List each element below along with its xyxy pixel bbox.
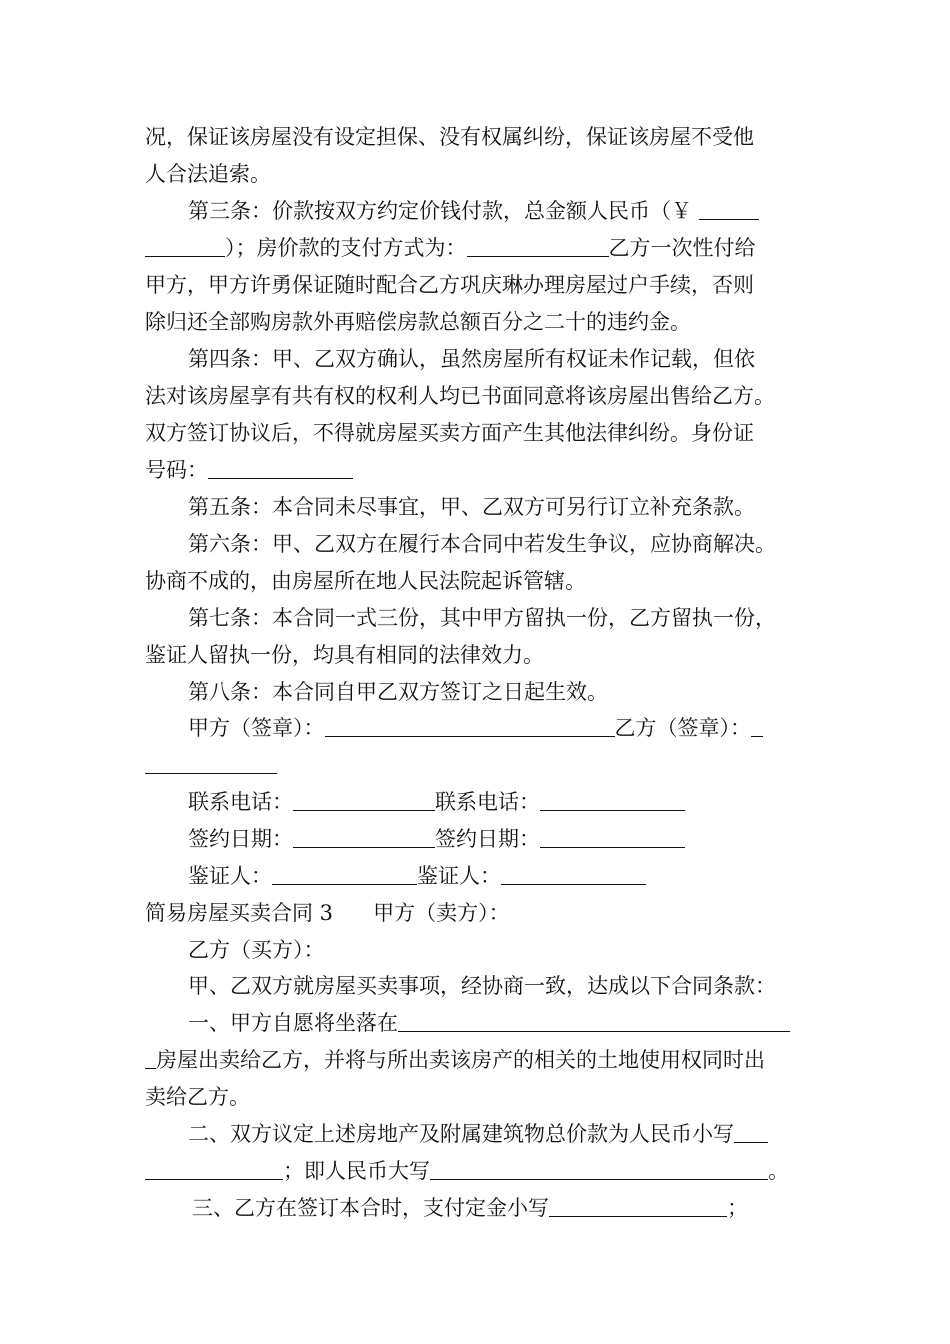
article-3-line: 第三条：价款按双方约定价钱付款，总金额人民币（￥ <box>188 197 759 225</box>
date-blank <box>540 827 685 848</box>
phone-blank <box>293 790 435 811</box>
seller-label: 甲方（卖方）： <box>373 901 510 925</box>
contract-title: 简易房屋买卖合同 3 <box>145 901 334 925</box>
phone-blank <box>540 790 685 811</box>
witness-blank <box>272 864 417 885</box>
date-line: 签约日期： 签约日期： <box>188 825 685 853</box>
article-3-line: 除归还全部购房款外再赔偿房款总额百分之二十的违约金。 <box>145 310 691 334</box>
paragraph-line: 人合法追索。 <box>145 162 271 186</box>
contract-3-heading <box>145 899 510 927</box>
blank-line <box>751 716 763 737</box>
price-lower-blank <box>145 1159 283 1180</box>
clause-3-line: 三、乙方在签订本合时，支付定金小写 ； <box>192 1196 748 1220</box>
article-4-line: 双方签订协议后，不得就房屋买卖方面产生其他法律纠纷。身份证 <box>145 421 754 445</box>
phone-line: 联系电话： 联系电话： <box>188 788 685 816</box>
article-5: 第五条：本合同未尽事宜，甲、乙双方可另行订立补充条款。 <box>188 495 755 519</box>
party-a-signature-blank <box>325 716 615 737</box>
blank-line <box>699 199 759 220</box>
signature-line <box>145 751 277 779</box>
article-3-line: ）；房价款的支付方式为： 乙方一次性付给 <box>145 234 756 262</box>
clause-1-line: 卖给乙方。 <box>145 1085 250 1109</box>
paragraph-line: 况，保证该房屋没有设定担保、没有权属纠纷，保证该房屋不受他 <box>145 125 754 149</box>
witness-blank <box>501 864 646 885</box>
article-6-line: 第六条：甲、乙双方在履行本合同中若发生争议，应协商解决。 <box>188 532 776 556</box>
article-3-line: 甲方，甲方许勇保证随时配合乙方巩庆琳办理房屋过户手续，否则 <box>145 273 754 297</box>
clause-1-line: 一、甲方自愿将坐落在 <box>188 1009 790 1037</box>
article-8: 第八条：本合同自甲乙双方签订之日起生效。 <box>188 680 608 704</box>
clause-2-line: 二、双方议定上述房地产及附属建筑物总价款为人民币小写 <box>188 1120 768 1148</box>
blank-line <box>145 1048 156 1069</box>
article-7-line: 鉴证人留执一份，均具有相同的法律效力。 <box>145 643 544 667</box>
id-number-blank <box>208 458 353 479</box>
clause-2-line: ；即人民币大写 。 <box>145 1157 789 1185</box>
clause-1-line: 房屋出卖给乙方，并将与所出卖该房产的相关的土地使用权同时出 <box>145 1046 765 1074</box>
blank-line <box>145 236 225 257</box>
signature-line: 甲方（签章）： 乙方（签章）： <box>188 714 763 742</box>
blank-line <box>467 236 609 257</box>
article-4-line: 法对该房屋享有共有权的权利人均已书面同意将该房屋出售给乙方。 <box>145 384 775 408</box>
article-7-line: 第七条：本合同一式三份，其中甲方留执一份，乙方留执一份， <box>188 606 776 630</box>
contract-intro: 甲、乙双方就房屋买卖事项，经协商一致，达成以下合同条款： <box>188 974 776 998</box>
article-6-line: 协商不成的，由房屋所在地人民法院起诉管辖。 <box>145 569 586 593</box>
witness-line: 鉴证人： 鉴证人： <box>188 862 646 890</box>
deposit-blank <box>549 1196 727 1217</box>
location-blank <box>398 1011 790 1032</box>
price-upper-blank <box>430 1159 768 1180</box>
party-b-signature-blank <box>145 753 277 774</box>
article-4-line: 号码： <box>145 456 353 484</box>
date-blank <box>293 827 435 848</box>
buyer-label: 乙方（买方）： <box>188 938 325 962</box>
article-4-line: 第四条：甲、乙双方确认，虽然房屋所有权证未作记载，但依 <box>188 347 755 371</box>
blank-line <box>734 1122 768 1143</box>
